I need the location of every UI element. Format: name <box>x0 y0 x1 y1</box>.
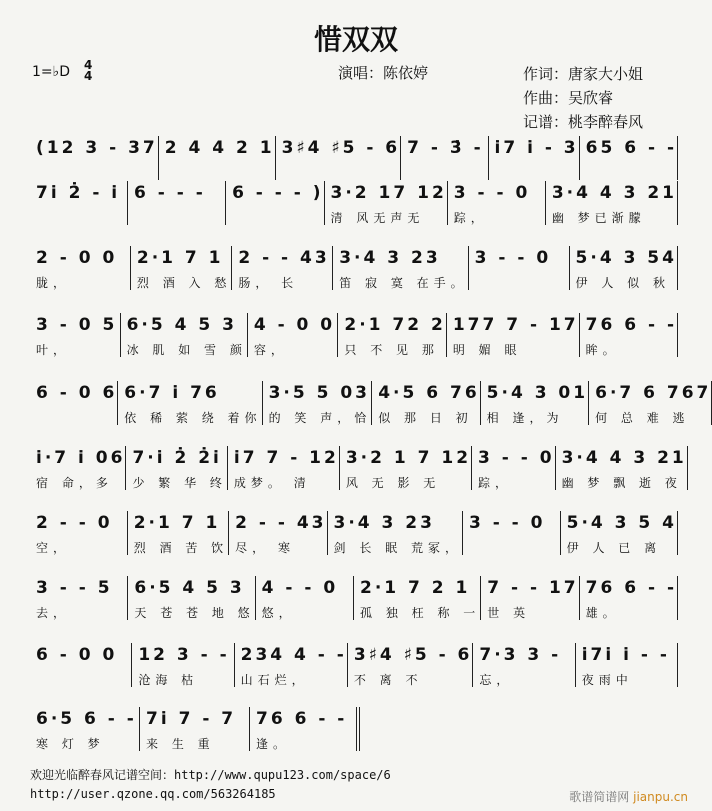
watermark-cn: 歌谱简谱网 <box>569 790 630 804</box>
measure-lyrics: 眸。 <box>585 343 620 357</box>
measure <box>228 446 340 490</box>
footer <box>30 766 391 804</box>
measure-lyrics: 来 生 重 <box>146 737 215 751</box>
measure <box>132 643 234 687</box>
score-row <box>30 181 678 225</box>
measure-notes: 76 6 - - <box>585 315 677 335</box>
measure <box>481 576 579 620</box>
measure-notes: 5·4 3 5 4 <box>566 513 677 533</box>
measure <box>30 446 126 490</box>
measure <box>576 643 678 687</box>
measure-notes: 177 7 - 17 <box>452 315 579 335</box>
footer-link-qzone[interactable]: http://user.qzone.qq.com/563264185 <box>30 787 276 801</box>
measure-notes: 3♯4 ♯5 - 6 <box>353 645 473 665</box>
measure <box>472 446 556 490</box>
measure-lyrics: 踪， <box>453 211 488 225</box>
measure-lyrics: 何 总 难 逃 <box>595 411 690 425</box>
measure-notes: 2 - - 43 <box>238 248 330 268</box>
measure <box>30 643 132 687</box>
measure <box>469 246 570 290</box>
measure <box>30 576 128 620</box>
measure-lyrics: 烈 酒 入 愁 <box>136 276 232 290</box>
measure-lyrics: 世 英 <box>487 606 531 620</box>
measure-notes: 3 - - 0 <box>474 248 552 268</box>
measure-lyrics <box>36 409 117 425</box>
measure <box>463 511 561 555</box>
measure <box>580 136 678 180</box>
measure <box>481 381 589 425</box>
measure <box>263 381 373 425</box>
measure <box>328 511 463 555</box>
song-title: 惜双双 <box>313 23 398 56</box>
measure-lyrics: 踪， <box>478 476 513 490</box>
measure-lyrics: 宿 命，多 <box>36 476 113 490</box>
measure <box>126 446 227 490</box>
measure <box>30 246 131 290</box>
measure <box>546 181 678 225</box>
measure-notes: 5·4 3 01 <box>486 383 589 403</box>
measure-notes: 7i̇ 7 - 7 <box>146 709 237 729</box>
footer-link-space[interactable]: 欢迎光临醉春风记谱空间：http://www.qupu123.com/space/6 <box>30 768 391 782</box>
measure-notes: 65 6 - - <box>585 138 677 158</box>
measure-lyrics <box>407 164 487 180</box>
measure-notes: 2 - - 0 <box>36 513 113 533</box>
measure <box>159 136 276 180</box>
measure-lyrics: 笛 寂 寞 在手。 <box>339 276 468 290</box>
measure <box>473 643 575 687</box>
measure-lyrics: 忘， <box>479 673 514 687</box>
measure-notes: 4 - - 0 <box>261 578 339 598</box>
measure-lyrics: 成梦。 清 <box>233 476 311 490</box>
measure <box>232 246 333 290</box>
measure-lyrics: 烈 酒 苦 饮 <box>133 541 229 555</box>
measure-lyrics: 似 那 日 初 <box>378 411 473 425</box>
measure-lyrics <box>165 164 275 180</box>
measure <box>325 181 448 225</box>
measure-notes: 2 - - 43 <box>235 513 327 533</box>
score-row <box>30 707 678 751</box>
measure <box>340 446 472 490</box>
measure-notes: 7 - - 17 <box>487 578 579 598</box>
lyricist-credit: 作词：唐家大小姐 <box>523 65 644 83</box>
measure-lyrics: 明 媚 眼 <box>452 343 522 357</box>
measure-lyrics: 冰 肌 如 雪 颜 <box>126 343 247 357</box>
measure <box>448 181 546 225</box>
measure <box>589 381 712 425</box>
measure-notes: 3 - 0 5 <box>36 315 118 335</box>
watermark <box>569 788 688 805</box>
measure-lyrics <box>495 164 579 180</box>
measure-notes: 2·1 7 1 <box>136 248 224 268</box>
measure-notes: 6 - - - <box>134 183 206 203</box>
measure-notes: 6·5 4 5 3 <box>134 578 245 598</box>
measure <box>333 246 468 290</box>
measure-lyrics: 逢。 <box>256 737 291 751</box>
score-row <box>30 511 678 555</box>
meter-top: 4 <box>84 58 93 72</box>
measure <box>128 576 255 620</box>
measure-lyrics: 悠， <box>261 606 296 620</box>
measure <box>250 707 360 751</box>
measure-notes: 6 - 0 6 <box>36 383 118 403</box>
score-row <box>30 381 712 425</box>
measure-notes: 3·4 4 3 21 <box>561 448 687 468</box>
measure <box>30 313 121 357</box>
measure-notes: 3·2 1 7 12 <box>345 448 472 468</box>
measure <box>489 136 580 180</box>
score-row <box>30 576 678 620</box>
score-row <box>30 246 678 290</box>
measure-lyrics <box>36 164 158 180</box>
measure-notes: 234 4 - - <box>240 645 347 665</box>
measure-lyrics: 伊 人 已 离 <box>566 541 662 555</box>
measure-lyrics: 寒 灯 梦 <box>36 737 105 751</box>
measure-notes: 2·1 7 1 <box>133 513 221 533</box>
measure <box>131 246 232 290</box>
measure <box>248 313 339 357</box>
measure <box>372 381 480 425</box>
measure-lyrics <box>134 209 225 225</box>
measure <box>447 313 580 357</box>
measure-lyrics <box>475 274 569 290</box>
measure <box>401 136 488 180</box>
measure-lyrics: 叶， <box>36 343 71 357</box>
score-row <box>30 313 678 357</box>
measure-notes: 3·4 3 23 <box>333 513 435 533</box>
measure-lyrics <box>36 209 127 225</box>
time-signature <box>84 60 92 82</box>
measure-notes: 4·5 6 76 <box>378 383 480 403</box>
measure-notes: 7·3 3 - <box>479 645 562 665</box>
measure-lyrics: 沧海 枯 <box>138 673 199 687</box>
composer-credit: 作曲：吴欣睿 <box>523 89 614 107</box>
measure-lyrics: 天 苍 苍 地 悠 <box>134 606 255 620</box>
measure-lyrics: 依 稀 萦 绕 着你 <box>124 411 262 425</box>
measure <box>570 246 678 290</box>
measure-notes: 3 - - 0 <box>478 448 555 468</box>
measure <box>580 576 678 620</box>
measure-notes: 2 - 0 0 <box>36 248 118 268</box>
measure-lyrics: 幽 梦已渐朦 <box>551 211 646 225</box>
measure-lyrics: 只 不 见 那 <box>344 343 439 357</box>
measure-notes: 76 6 - - <box>256 709 348 729</box>
measure <box>140 707 250 751</box>
measure-notes: 5·4 3 54 <box>575 248 677 268</box>
measure-lyrics <box>586 164 677 180</box>
measure-lyrics: 雄。 <box>585 606 620 620</box>
measure <box>226 181 324 225</box>
measure-lyrics: 胧， <box>36 276 71 290</box>
measure-notes: 3·2 17 12 <box>330 183 447 203</box>
measure <box>229 511 327 555</box>
measure-notes: 6·5 4 5 3 <box>126 315 237 335</box>
measure <box>348 643 474 687</box>
measure <box>128 181 226 225</box>
measure-lyrics: 少 繁 华 终 <box>132 476 227 490</box>
measure-notes: 4 - 0 0 <box>253 315 336 335</box>
measure <box>30 707 140 751</box>
measure <box>118 381 262 425</box>
measure-notes: 3·4 3 23 <box>339 248 441 268</box>
measure-notes: 3 - - 5 <box>36 578 113 598</box>
measure-notes: 2 4 4 2 1 <box>164 138 275 158</box>
measure-notes: 6·5 6 - - <box>36 709 137 729</box>
measure-notes: 12 3 - - <box>138 645 230 665</box>
measure <box>128 511 229 555</box>
measure-lyrics: 肠， 长 <box>238 276 299 290</box>
measure-notes: 3·5 5 03 <box>268 383 371 403</box>
measure-notes: 3·4 4 3 21 <box>551 183 678 203</box>
measure-notes: (12 3 - 37 <box>36 138 158 158</box>
measure-lyrics: 相 逢，为 <box>486 411 564 425</box>
measure <box>276 136 402 180</box>
measure <box>30 381 118 425</box>
measure <box>561 511 678 555</box>
measure-lyrics: 去， <box>36 606 71 620</box>
measure-notes: i̇7 i̇ - 3 <box>494 138 579 158</box>
measure-lyrics <box>469 539 560 555</box>
measure-notes: i̇7 7 - 12 <box>233 448 339 468</box>
measure-lyrics: 不 离 不 <box>353 673 423 687</box>
measure-notes: 6·7 i̇ 76 <box>124 383 220 403</box>
measure <box>338 313 446 357</box>
measure <box>121 313 248 357</box>
measure-notes: 6 - 0 0 <box>36 645 118 665</box>
measure-notes: 3♯4 ♯5 - 6 <box>281 138 401 158</box>
measure-notes: 7i̇ 2̇ - i̇ <box>36 183 121 203</box>
measure-lyrics: 清 风无声无 <box>330 211 425 225</box>
measure-lyrics: 容， <box>253 343 288 357</box>
score-row <box>30 136 678 180</box>
measure-lyrics: 风 无 影 无 <box>345 476 441 490</box>
measure-notes: 7 - 3̇ - <box>407 138 484 158</box>
meter-bottom: 4 <box>84 69 93 83</box>
measure <box>30 511 128 555</box>
measure <box>556 446 688 490</box>
score-row <box>30 643 678 687</box>
measure-notes: i̇7i̇ i̇ - - <box>581 645 670 665</box>
measure-notes: 3 - - 0 <box>453 183 531 203</box>
singer-credit: 演唱：陈依婷 <box>338 64 429 82</box>
measure-lyrics: 尽， 寒 <box>235 541 295 555</box>
watermark-en: jianpu.cn <box>633 790 688 804</box>
measure <box>30 136 159 180</box>
measure-lyrics: 幽 梦 飘 逝 夜 <box>561 476 682 490</box>
measure-lyrics: 剑 长 眠 荒冢， <box>333 541 462 555</box>
measure-lyrics: 夜雨中 <box>581 673 633 687</box>
measure <box>354 576 481 620</box>
measure-lyrics <box>282 164 401 180</box>
measure <box>30 181 128 225</box>
measure-notes: i̇·7 i̇ 06 <box>36 448 126 468</box>
measure-lyrics: 伊 人 似 秋 <box>575 276 670 290</box>
transcriber-credit: 记谱：桃李醉春风 <box>523 113 644 131</box>
measure-notes: 6 - - - ) <box>232 183 324 203</box>
measure <box>580 313 678 357</box>
measure-notes: 2·1 7 2 1 <box>360 578 471 598</box>
key-signature: 1=♭D <box>32 64 71 80</box>
measure-notes: 6·7 6 767 <box>595 383 712 403</box>
measure-lyrics <box>232 209 323 225</box>
measure <box>256 576 354 620</box>
measure-lyrics: 孤 独 枉 称 一 <box>360 606 481 620</box>
score-row <box>30 446 687 490</box>
credits <box>523 62 643 134</box>
measure-notes: 7·i̇ 2̇ 2̇i̇ <box>132 448 222 468</box>
measure-notes: 3 - - 0 <box>468 513 546 533</box>
measure <box>235 643 348 687</box>
measure-lyrics <box>36 671 131 687</box>
measure-lyrics: 山石烂， <box>240 673 309 687</box>
measure-lyrics: 空， <box>36 541 71 555</box>
measure-lyrics: 的 笑 声，恰 <box>268 411 372 425</box>
measure-notes: 76 6 - - <box>585 578 678 598</box>
measure-notes: 2·1 72 2 <box>344 315 446 335</box>
